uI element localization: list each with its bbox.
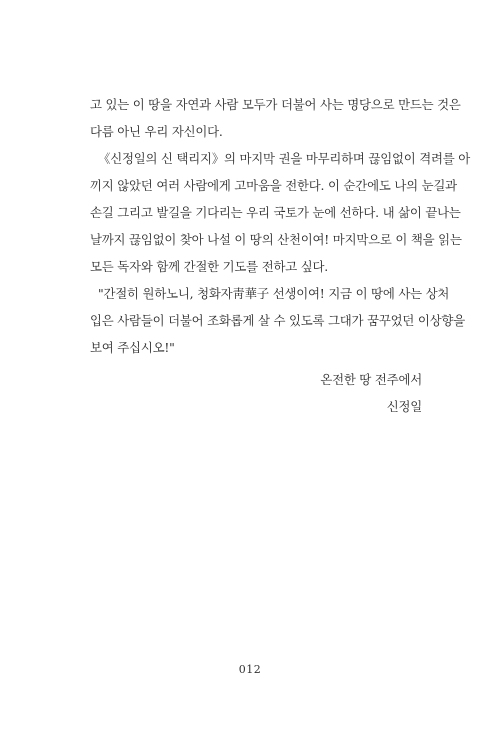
closing-signature — [320, 373, 422, 427]
body-text — [90, 97, 471, 368]
text-line: 고 있는 이 땅을 자연과 사람 모두가 더불어 사는 명당으로 만드는 것은 — [90, 97, 461, 112]
text-line: 입은 사람들이 더불어 조화롭게 살 수 있도록 그대가 꿈꾸었던 이상향을 — [90, 313, 465, 328]
text-line: 모든 독자와 함께 간절한 기도를 전하고 싶다. — [90, 259, 329, 274]
text-line: 다름 아닌 우리 자신이다. — [90, 124, 223, 139]
text-line: "간절히 원하노니, 청화자靑華子 선생이여! 지금 이 땅에 사는 상처 — [98, 286, 450, 301]
text-line: 끼지 않았던 여러 사람에게 고마움을 전한다. 이 순간에도 나의 눈길과 — [90, 178, 457, 193]
page-number: 012 — [238, 663, 262, 676]
closing-place: 온전한 땅 전주에서 — [320, 372, 422, 387]
closing-author: 신정일 — [386, 399, 422, 414]
text-line: 날까지 끊임없이 찾아 나설 이 땅의 산천이여! 마지막으로 이 책을 읽는 — [90, 232, 462, 247]
text-line: 손길 그리고 발길을 기다리는 우리 국토가 눈에 선하다. 내 삶이 끝나는 — [90, 205, 461, 220]
text-line: 《신정일의 신 택리지》의 마지막 권을 마무리하며 끊임없이 격려를 아 — [98, 151, 471, 166]
text-line: 보여 주십시오!" — [90, 340, 175, 355]
